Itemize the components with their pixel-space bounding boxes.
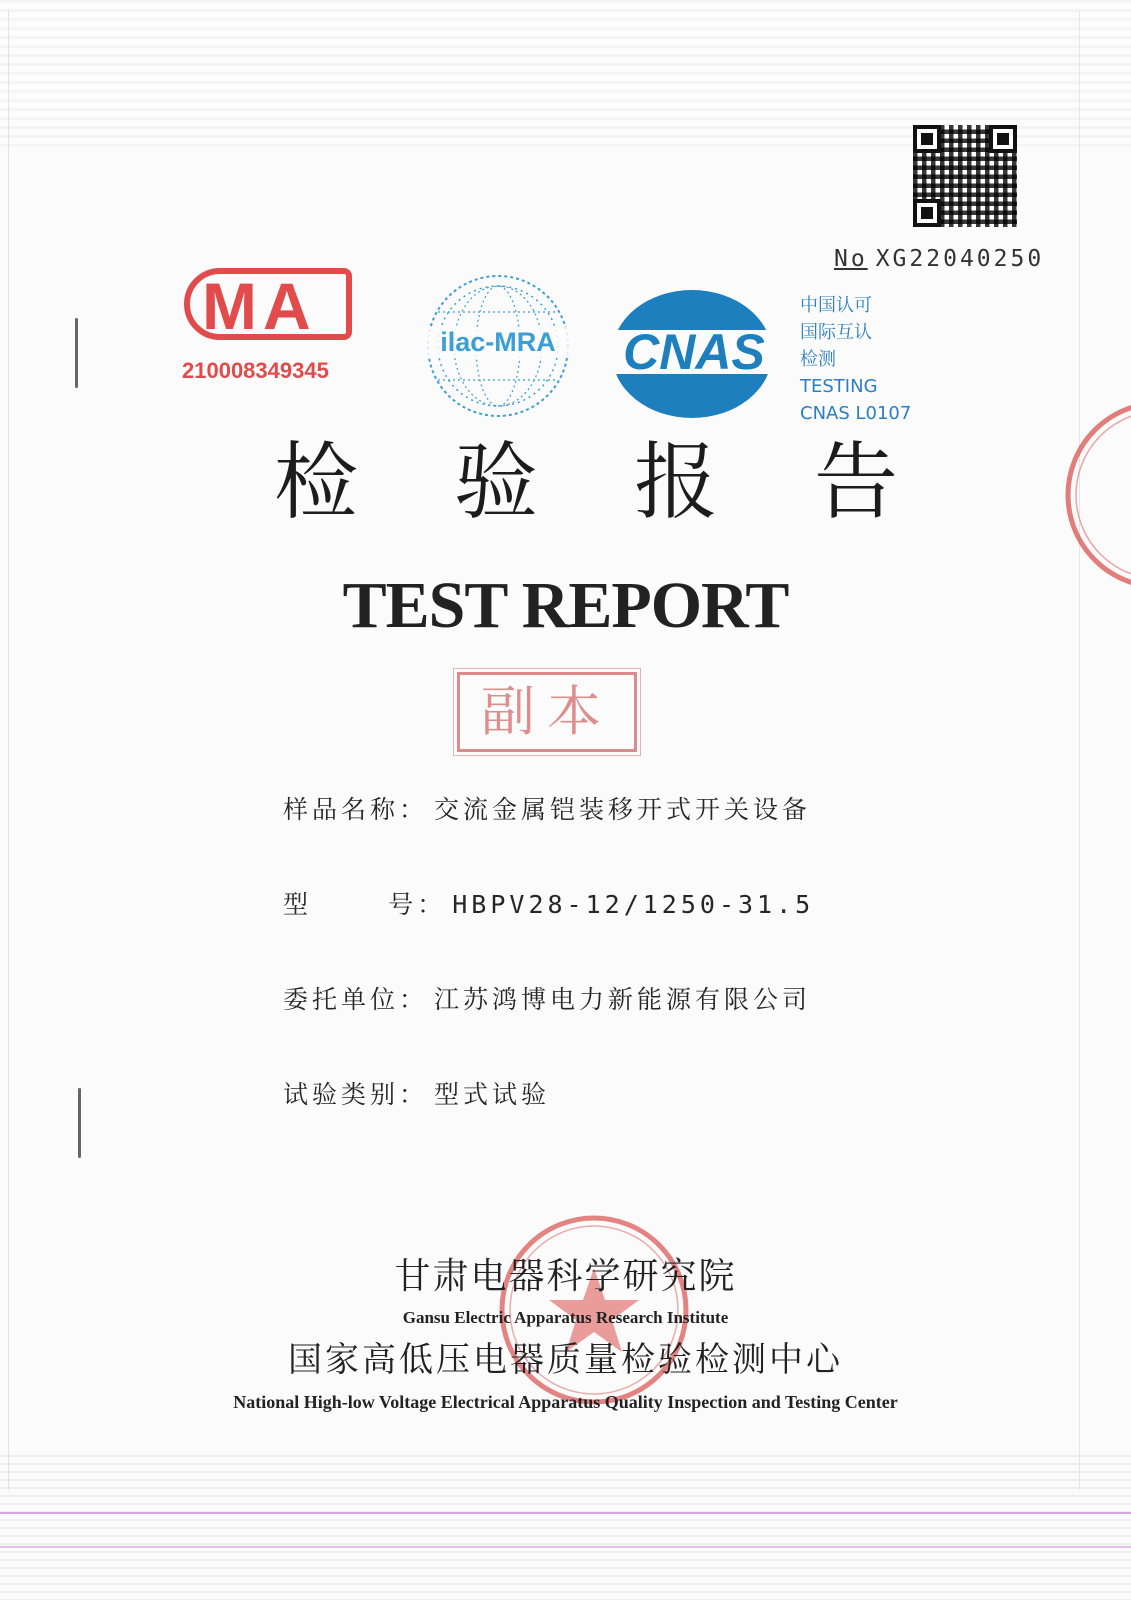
center-name-cn: 国家高低压电器质量检验检测中心 xyxy=(288,1340,843,1380)
field-value: 江苏鸿博电力新能源有限公司 xyxy=(434,985,812,1014)
page-edge-line xyxy=(0,1546,1131,1548)
cnas-caption xyxy=(800,292,911,427)
field-label: 样品名称 xyxy=(283,795,400,824)
cma-logo-text: MA xyxy=(202,269,317,343)
cnas-caption-line: 检测 xyxy=(800,349,836,370)
field-value: 交流金属铠装移开式开关设备 xyxy=(434,795,812,824)
copy-stamp: 副本 xyxy=(457,672,637,752)
cnas-caption-line: 中国认可 xyxy=(800,295,872,316)
ilac-logo-text: ilac-MRA xyxy=(424,327,572,358)
cnas-caption-line: CNAS L0107 xyxy=(800,403,912,424)
field-test-type xyxy=(283,1075,550,1111)
field-client xyxy=(283,980,811,1016)
staple xyxy=(78,1088,81,1158)
cnas-caption-line: 国际互认 xyxy=(800,322,872,343)
staple xyxy=(75,318,78,388)
qr-finder xyxy=(913,199,941,227)
field-model xyxy=(283,885,814,921)
report-number-value: XG22040250 xyxy=(875,246,1045,272)
field-label: 委托单位 xyxy=(283,985,400,1014)
qr-finder xyxy=(989,125,1017,153)
field-sample-name xyxy=(283,790,811,826)
qr-code-icon xyxy=(913,125,1017,227)
field-value: HBPV28-12/1250-31.5 xyxy=(452,890,815,919)
report-title-en: TEST REPORT xyxy=(342,569,789,642)
institute-name-cn: 甘肃电器科学研究院 xyxy=(394,1256,737,1297)
cnas-logo-text: CNAS xyxy=(623,324,765,380)
field-colon: ： xyxy=(399,985,429,1014)
ilac-mra-logo xyxy=(424,272,572,420)
page-edge-line xyxy=(0,1512,1131,1514)
official-seal-icon xyxy=(1060,395,1131,595)
center-name-en: National High-low Voltage Electrical Apparatus Quality Inspection and Testing Center xyxy=(233,1392,898,1412)
cma-number: 210008349345 xyxy=(182,358,329,383)
cma-logo xyxy=(182,264,362,386)
qr-finder xyxy=(913,125,941,153)
cnas-logo xyxy=(606,290,782,418)
field-label: 型 号 xyxy=(283,890,418,919)
institute-name-en: Gansu Electric Apparatus Research Institute xyxy=(402,1308,729,1327)
field-colon: ： xyxy=(417,890,447,919)
report-number xyxy=(834,246,1044,272)
field-colon: ： xyxy=(399,1080,429,1109)
field-colon: ： xyxy=(399,795,429,824)
report-number-prefix: No xyxy=(834,246,868,272)
field-value: 型式试验 xyxy=(434,1080,551,1109)
report-title-cn: 检验报告 xyxy=(274,433,995,531)
field-label: 试验类别 xyxy=(283,1080,400,1109)
cnas-caption-line: TESTING xyxy=(800,376,878,397)
